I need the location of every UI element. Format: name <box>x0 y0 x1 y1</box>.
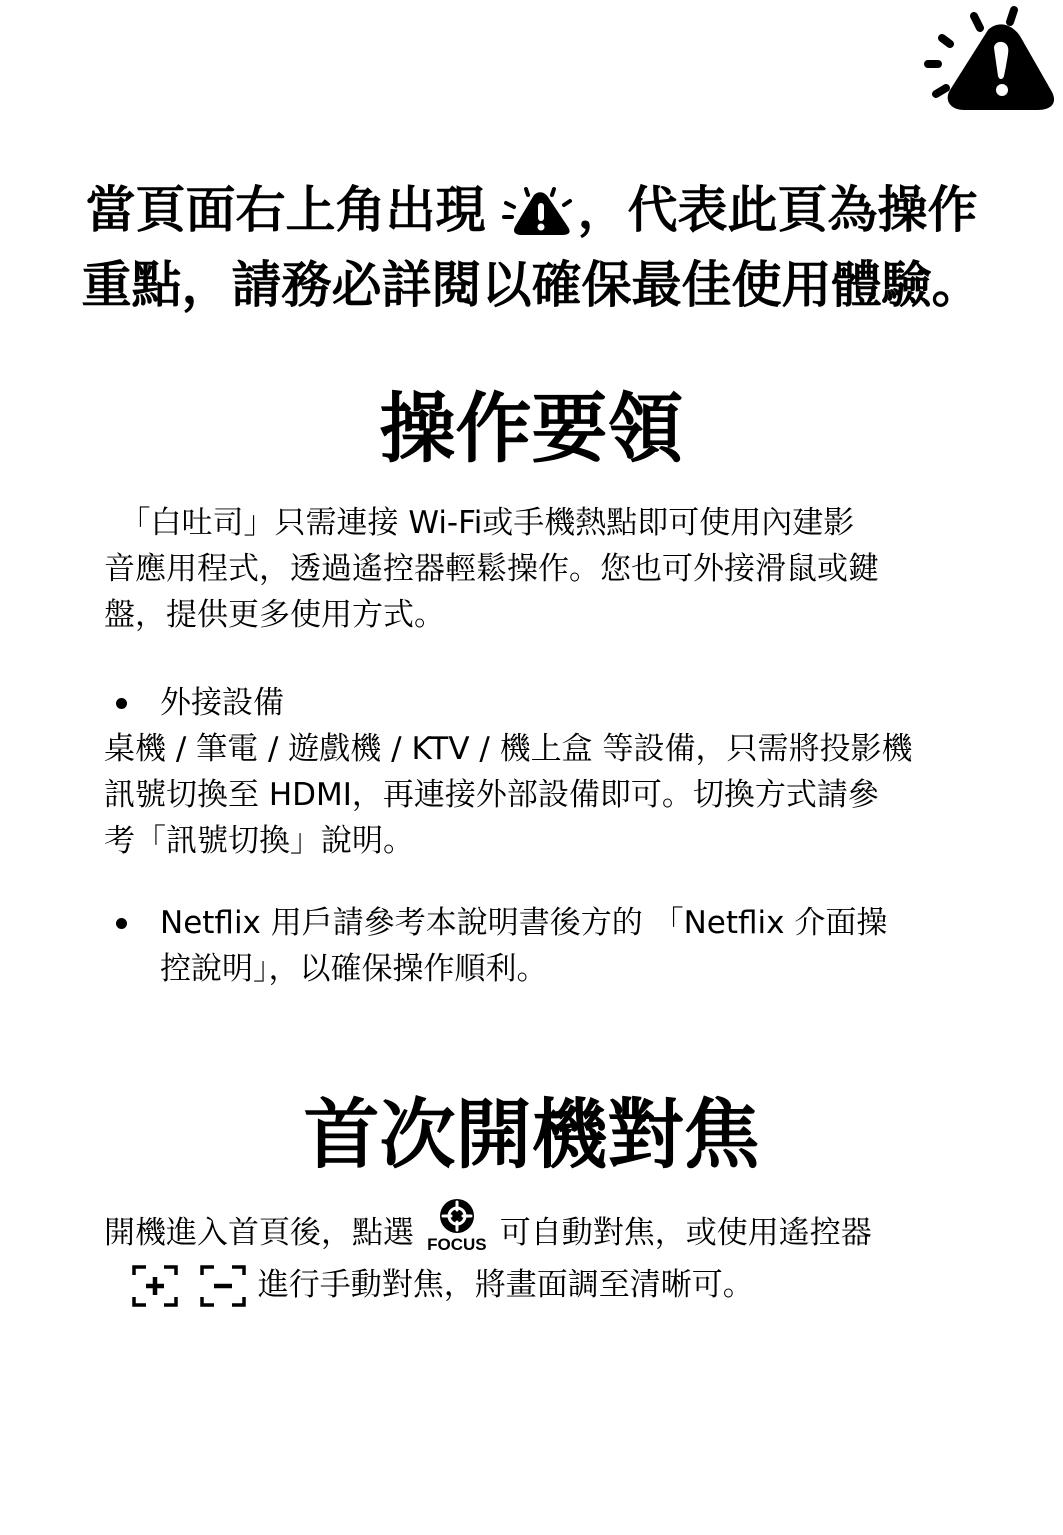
bullet-line: 考「訊號切換」說明。 <box>104 823 414 859</box>
notice-line-2: 重點，請務必詳閱以確保最佳使用體驗。 <box>81 256 982 314</box>
section-heading-operation: 操作要領 <box>379 384 684 473</box>
bullet-line: 控說明」，以確保操作順利。 <box>160 951 548 987</box>
alert-triangle-icon <box>920 2 1060 112</box>
bullet-line: Netflix 用戶請參考本說明書後方的 「Netflix 介面操 <box>160 905 888 941</box>
focus-minus-icon <box>198 1263 248 1309</box>
focus-line-2 <box>104 1262 1004 1310</box>
bullet-line: 桌機 / 筆電 / 遊戲機 / KTV / 機上盒 等設備，只需將投影機 <box>104 731 913 767</box>
bullet-dot <box>116 698 127 709</box>
bullet-netflix <box>104 900 964 992</box>
notice-line-1 <box>30 180 1033 240</box>
focus-text-line2: 進行手動對焦，將畫面調至清晰可。 <box>257 1266 754 1303</box>
bullet-external-devices <box>104 680 964 864</box>
notice-text-after: ，代表此頁為操作 <box>577 181 978 239</box>
bullet-dot <box>116 918 127 929</box>
intro-line: 「白吐司」只需連接 Wi-Fi或手機熱點即可使用內建影 <box>104 505 855 541</box>
focus-label: FOCUS <box>427 1234 487 1254</box>
intro-line: 盤，提供更多使用方式。 <box>104 597 445 633</box>
focus-text-after: 可自動對焦，或使用遙控器 <box>499 1215 872 1251</box>
intro-paragraph <box>104 500 964 638</box>
focus-text-before: 開機進入首頁後，點選 <box>104 1215 414 1251</box>
focus-button-icon <box>424 1212 490 1258</box>
focus-paragraph <box>104 1210 1004 1309</box>
bullet-title: 外接設備 <box>160 685 284 721</box>
focus-line-1 <box>104 1210 1004 1258</box>
bullet-line: 訊號切換至 HDMI，再連接外部設備即可。切換方式請參 <box>104 777 879 813</box>
focus-plus-icon <box>130 1263 180 1309</box>
notice-text-before: 當頁面右上角出現 <box>85 181 486 239</box>
intro-line: 音應用程式，透過遙控器輕鬆操作。您也可外接滑鼠或鍵 <box>104 551 879 587</box>
section-heading-focus: 首次開機對焦 <box>303 1090 760 1179</box>
alert-triangle-icon <box>500 183 576 235</box>
